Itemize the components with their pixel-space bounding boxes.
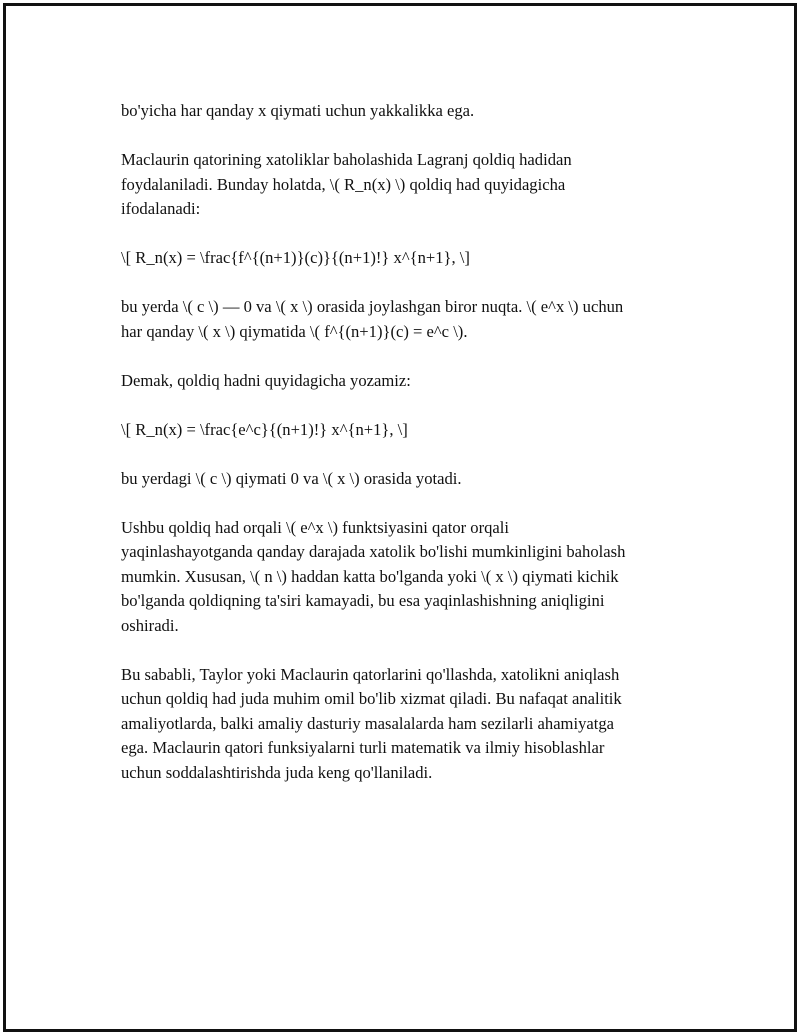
document-body <box>121 99 686 810</box>
paragraph-c-range: bu yerdagi \( c \) qiymati 0 va \( x \) orasida yotadi. <box>121 468 462 488</box>
paragraph-conclusion: Bu sababli, Taylor yoki Maclaurin qatorlarini qo'llashda, xatolikni aniqlash uchun qoldiq had juda muhim omil bo'lib xizmat qiladi. Bu nafaqat analitik amaliyotlarda, balki amaliy dasturiy masalalarda ham sezilarli ahamiyatga ega. Maclaurin qatori funksiyalarni turli matematik va ilmiy hisoblashlar uchun soddalashtirishda juda keng qo'llaniladi. <box>121 664 622 782</box>
paragraph-c-definition: bu yerda \( c \) — 0 va \( x \) orasida joylashgan biror nuqta. \( e^x \) uchun har qanday \( x \) qiymatida \( f^{(n+1)}(c) = e^c \). <box>121 297 624 341</box>
paragraph-demak: Demak, qoldiq hadni quyidagicha yozamiz: <box>121 370 411 390</box>
paragraph-error-estimate: Ushbu qoldiq had orqali \( e^x \) funktsiyasini qator orqali yaqinlashayotganda qanday darajada xatolik bo'lishi mumkinligini baholash mumkin. Xususan, \( n \) haddan katta bo'lganda yoki \( x \) qiymati kichik bo'lganda qoldiqning ta'siri kamayadi, bu esa yaqinlashishning aniqligini oshiradi. <box>121 517 626 635</box>
paragraph-intro: bo'yicha har qanday x qiymati uchun yakkalikka ega. <box>121 101 475 120</box>
document-page <box>3 3 797 1032</box>
formula-remainder-exp: \[ R_n(x) = \frac{e^c}{(n+1)!} x^{n+1}, \] <box>121 419 408 439</box>
paragraph-lagrange: Maclaurin qatorining xatoliklar baholashida Lagranj qoldiq hadidan foydalaniladi. Bunday holatda, \( R_n(x) \) qoldiq had quyidagicha ifodalanadi: <box>121 150 572 218</box>
formula-remainder-general: \[ R_n(x) = \frac{f^{(n+1)}(c)}{(n+1)!} x^{n+1}, \] <box>121 248 470 267</box>
